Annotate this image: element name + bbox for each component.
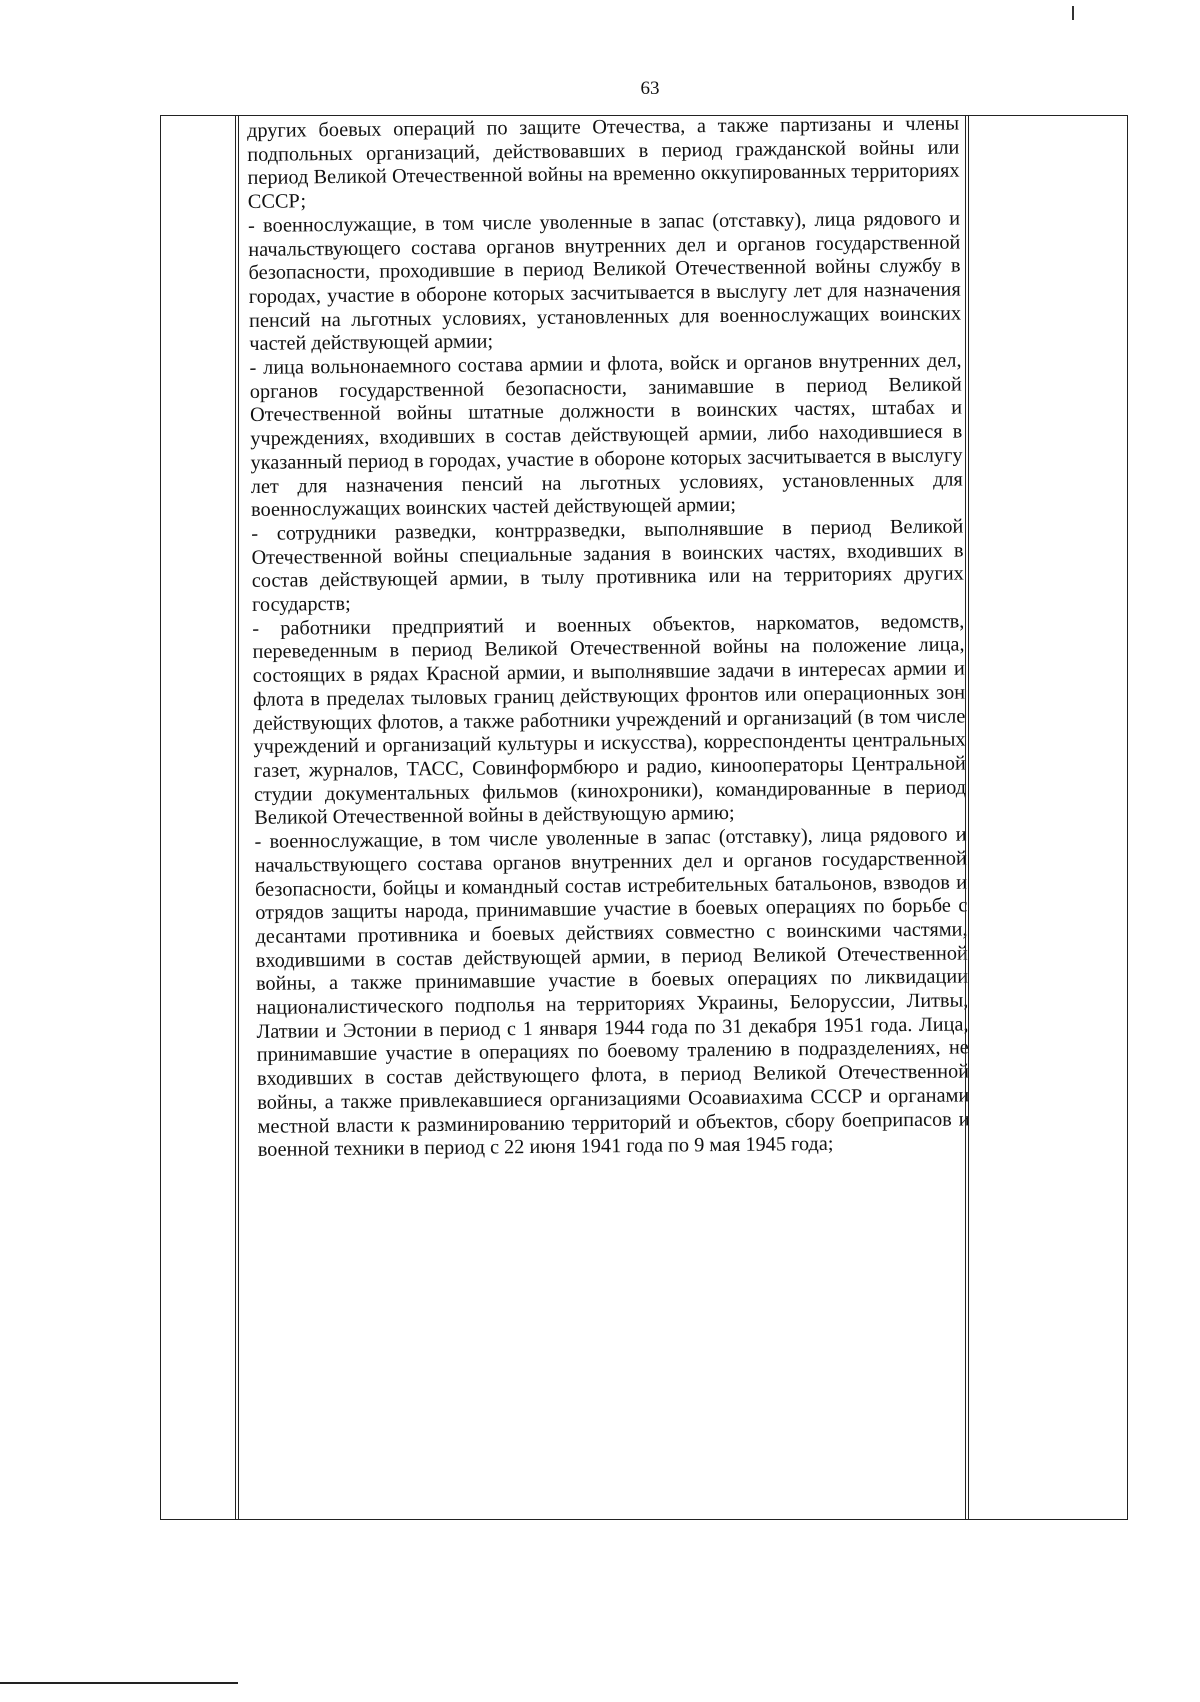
table-column-content bbox=[243, 112, 980, 1514]
table-column-right bbox=[965, 116, 1127, 1519]
paragraph: других боевых операций по защите Отечества, а также партизаны и члены подпольных организаций, действовавших в период гражданской войны или период Великой Отечественной войны на временно оккупированных территориях СССР; bbox=[246, 112, 960, 214]
page-number: 63 bbox=[640, 78, 660, 99]
scan-mark bbox=[1072, 6, 1074, 20]
table-column-left bbox=[161, 116, 239, 1519]
paragraph: - лица вольнонаемного состава армии и флота, войск и органов внутренних дел, органов государственной безопасности, занимавшие в период Великой Отечественной войны штатные должности в воинских частях, штабах и учреждениях, входивших в состав действующей армии, либо находившиеся в указанный период в городах, участие в обороне которых засчитывается в выслугу лет для назначения пенсий на льготных условиях, установленных для военнослужащих воинских частей действующей армии; bbox=[249, 349, 963, 522]
paragraph: - сотрудники разведки, контрразведки, выполнявшие в период Великой Отечественной войны специальные задания в воинских частях, входивших в состав действующей армии, в тылу противника или на территориях других государств; bbox=[251, 515, 964, 616]
footer-rule bbox=[0, 1682, 238, 1684]
paragraph: - работники предприятий и военных объектов, наркоматов, ведомств, переведенным в период Великой Отечественной войны на положение лица, состоящих в рядах Красной армии, и выполнявшие задачи в интересах армии и флота в пределах тыловых границ действующих фронтов или операционных зон действующих флотов, а также работники учреждений и организаций (в том числе учреждений и организаций культуры и искусства), корреспонденты центральных газет, журналов, ТАСС, Совинформбюро и радио, кинооператоры Центральной студии документальных фильмов (кинохроники), командированные в период Великой Отечественной войны в действующую армию; bbox=[252, 610, 967, 830]
document-table bbox=[160, 112, 1128, 1520]
paragraph: - военнослужащие, в том числе уволенные в запас (отставку), лица рядового и начальствующего состава органов внутренних дел и органов государственной безопасности, бойцы и командный состав истребительных батальонов, взводов и отрядов защиты народа, принимавшие участие в боевых операциях по борьбе с десантами противника и боевых действиях совместно с воинскими частями, входившими в состав действующей армии, в период Великой Отечественной войны, а также принимавшие участие в боевых операциях по ликвидации националистического подполья на территориях Украины, Белоруссии, Литвы, Латвии и Эстонии в период с 1 января 1944 года по 31 декабря 1951 года. Лица, принимавшие участие в операциях по боевому тралению в подразделениях, не входивших в состав действующего флота, в период Великой Отечественной войны, а также привлекавшиеся организациями Осоавиахима СССР и органами местной власти к разминированию территорий и объектов, сбору боеприпасов и военной техники в период с 22 июня 1941 года по 9 мая 1945 года; bbox=[254, 823, 970, 1162]
paragraph: - военнослужащие, в том числе уволенные в запас (отставку), лица рядового и начальствующего состава органов внутренних дел и органов государственной безопасности, проходившие в период Великой Отечественной войны службу в городах, участие в обороне которых засчитывается в выслугу лет для назначения пенсий на льготных условиях, установленных для военнослужащих воинских частей действующей армии; bbox=[247, 207, 962, 356]
